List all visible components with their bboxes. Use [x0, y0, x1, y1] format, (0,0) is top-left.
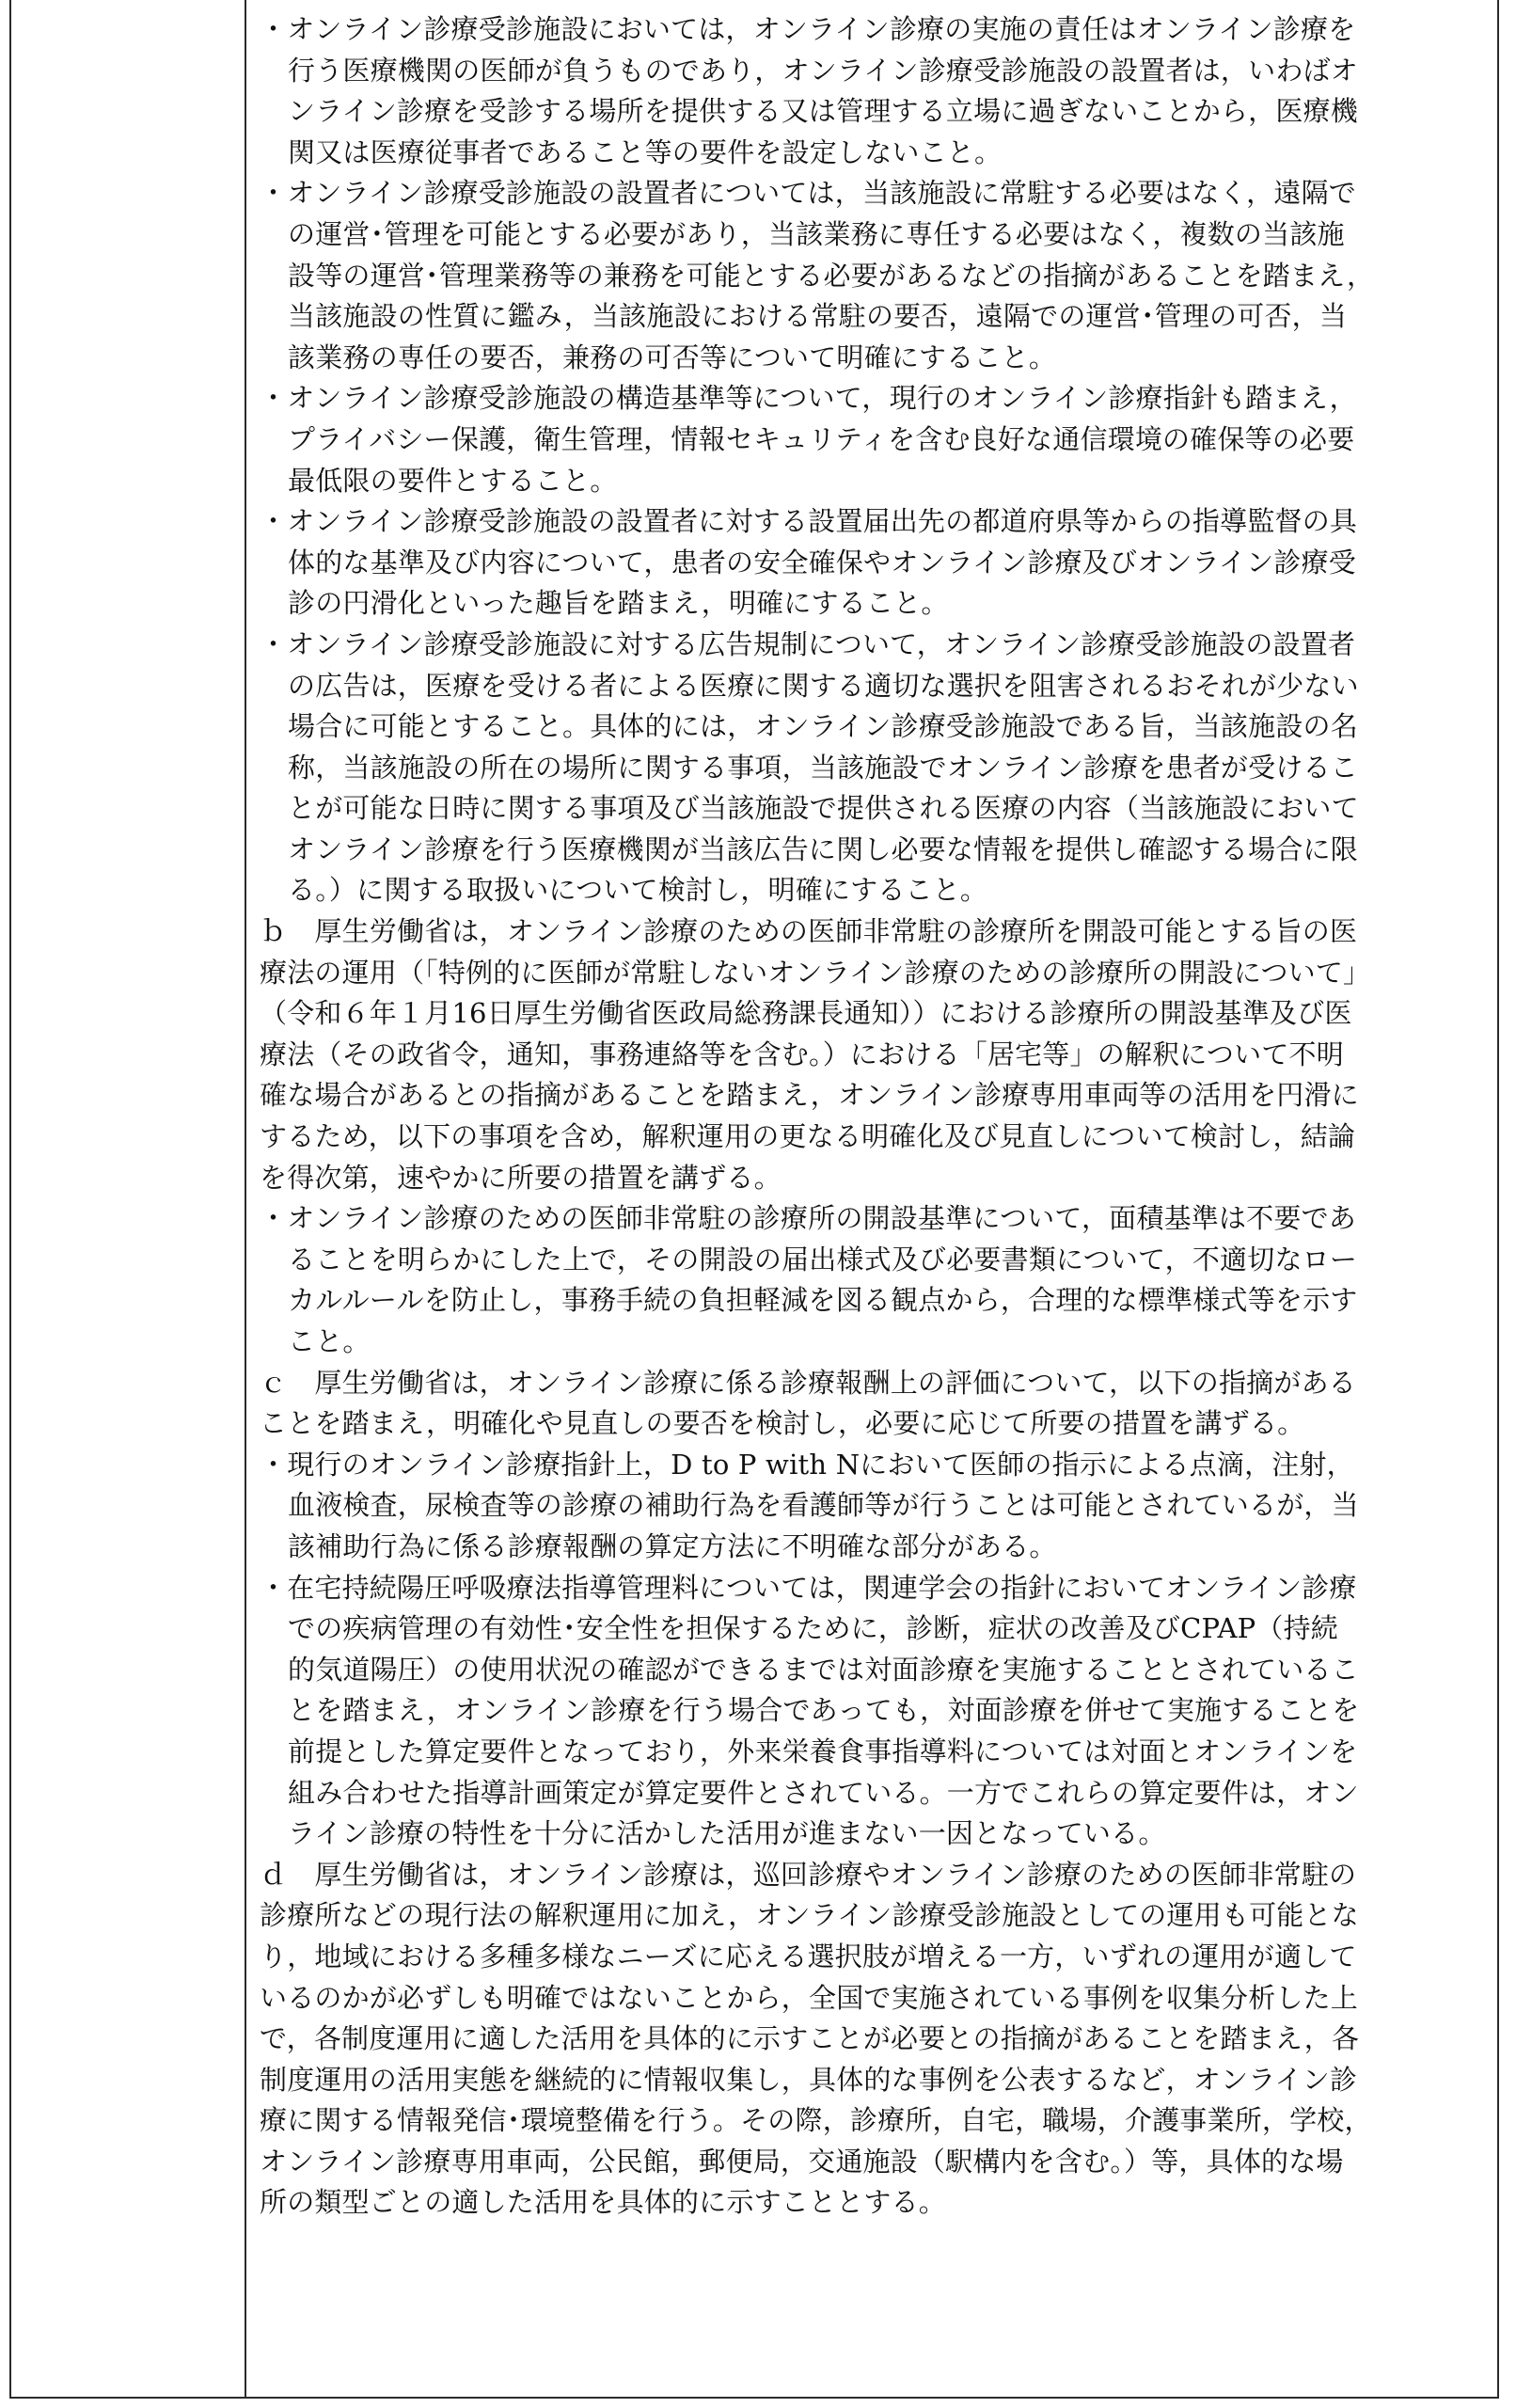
text-line: こと。 [288, 1325, 371, 1357]
text-line: ライン診療の特性を十分に活かした活用が進まない一因となっている。 [288, 1817, 1166, 1850]
text-line: プライバシー保護，衛生管理，情報セキュリティを含む良好な通信環境の確保等の必要 [288, 422, 1355, 455]
text-line: ｂ 厚生労働省は，オンライン診療のための医師非常駐の診療所を開設可能とする旨の医 [260, 915, 1358, 948]
text-line: ・オンライン診療受診施設においては，オンライン診療の実施の責任はオンライン診療を [260, 13, 1356, 45]
text-line: 血液検査，尿検査等の診療の補助行為を看護師等が行うことは可能とされているが，当 [288, 1489, 1359, 1522]
text-line: ることを明らかにした上で，その開設の届出様式及び必要書類について，不適切なロー [288, 1243, 1358, 1275]
text-line: 制度運用の活用実態を継続的に情報収集し，具体的な事例を公表するなど，オンライン診 [260, 2063, 1358, 2096]
text-line: 診の円滑化といった趣旨を踏まえ，明確にすること。 [288, 587, 949, 620]
text-line: 組み合わせた指導計画策定が算定要件とされている。一方でこれらの算定要件は，オン [288, 1776, 1359, 1809]
text-line: 確な場合があるとの指摘があることを踏まえ，オンライン診療専用車両等の活用を円滑に [260, 1079, 1359, 1112]
text-line: 関又は医療従事者であること等の要件を設定しないこと。 [288, 135, 1003, 168]
text-line: 療法の運用（「特例的に医師が常駐しないオンライン診療のための診療所の開設について」 [260, 956, 1371, 989]
text-line: 体的な基準及び内容について，患者の安全確保やオンライン診療及びオンライン診療受 [288, 546, 1356, 578]
text-line: ・オンライン診療受診施設の設置者に対する設置届出先の都道府県等からの指導監督の具 [260, 505, 1358, 538]
text-line: 前提とした算定要件となっており，外来栄養食事指導料については対面とオンラインを [288, 1735, 1358, 1767]
text-line: ・オンライン診療受診施設の構造基準等について，現行のオンライン診療指針も踏まえ， [260, 382, 1357, 415]
text-line: ことを踏まえ，明確化や見直しの要否を検討し，必要に応じて所要の措置を講ずる。 [260, 1407, 1305, 1440]
text-line: ・オンライン診療のための医師非常駐の診療所の開設基準について，面積基準は不要であ [260, 1202, 1356, 1235]
text-line: 的気道陽圧）の使用状況の確認ができるまでは対面診療を実施することとされているこ [288, 1653, 1359, 1686]
text-line: 行う医療機関の医師が負うものであり，オンライン診療受診施設の設置者は，いわばオ [288, 54, 1358, 87]
text-line: を得次第，速やかに所要の措置を講ずる。 [260, 1161, 782, 1194]
text-line: で，各制度運用に適した活用を具体的に示すことが必要との指摘があることを踏まえ，各 [260, 2022, 1360, 2055]
text-line: る。）に関する取扱いについて検討し，明確にすること。 [288, 874, 988, 907]
text-line: ・現行のオンライン診療指針上，D to P with Nにおいて医師の指示による点滴，注射， [260, 1448, 1354, 1481]
text-line: 場合に可能とすること。具体的には，オンライン診療受診施設である旨，当該施設の名 [288, 710, 1358, 743]
text-line: 診療所などの現行法の解釈運用に加え，オンライン診療受診施設としての運用も可能とな [260, 1899, 1359, 1932]
left-column-cell [11, 0, 245, 2397]
text-line: とを踏まえ，オンライン診療を行う場合であっても，対面診療を併せて実施することを [288, 1694, 1360, 1727]
column-divider [245, 0, 246, 2397]
text-line: するため，以下の事項を含め，解釈運用の更なる明確化及び見直しについて検討し，結論 [260, 1120, 1356, 1153]
text-line: 該補助行為に係る診療報酬の算定方法に不明確な部分がある。 [288, 1529, 1057, 1562]
document-body [260, 9, 1482, 2224]
text-line: 療に関する情報発信･環境整備を行う。その際，診療所，自宅，職場，介護事業所，学校， [260, 2104, 1372, 2137]
text-line: 設等の運営･管理業務等の兼務を可能とする必要があるなどの指摘があることを踏まえ， [288, 259, 1375, 292]
text-line: 称，当該施設の所在の場所に関する事項，当該施設でオンライン診療を患者が受けるこ [288, 751, 1358, 784]
text-line: 該業務の専任の要否，兼務の可否等について明確にすること。 [288, 341, 1057, 373]
text-line: カルルールを防止し，事務手続の負担軽減を図る観点から，合理的な標準様式等を示す [288, 1284, 1358, 1317]
text-line: いるのかが必ずしも明確ではないことから，全国で実施されている事例を収集分析した上 [260, 1981, 1359, 2014]
text-line: ・オンライン診療受診施設に対する広告規制について，オンライン診療受診施設の設置者 [260, 627, 1356, 660]
text-line: ｄ 厚生労働省は，オンライン診療は，巡回診療やオンライン診療のための医師非常駐の [260, 1858, 1357, 1891]
text-line: ・在宅持続陽圧呼吸療法指導管理料については，関連学会の指針においてオンライン診療 [260, 1571, 1357, 1604]
text-line: り，地域における多種多様なニーズに応える選択肢が増える一方，いずれの運用が適して [260, 1940, 1357, 1972]
text-line: 最低限の要件とすること。 [288, 464, 618, 497]
text-line: の広告は，医療を受ける者による医療に関する適切な選択を阻害されるおそれが少ない [288, 669, 1359, 702]
text-line: ンライン診療を受診する場所を提供する又は管理する立場に過ぎないことから，医療機 [288, 95, 1358, 128]
text-line: 所の類型ごとの適した活用を具体的に示すこととする。 [260, 2186, 947, 2219]
text-line: ｃ 厚生労働省は，オンライン診療に係る診療報酬上の評価について，以下の指摘がある [260, 1366, 1356, 1399]
text-line: （令和６年１月16日厚生労働省医政局総務課長通知））における診療所の開設基準及び医 [260, 997, 1352, 1030]
text-line: の運営･管理を可能とする必要があり，当該業務に専任する必要はなく，複数の当該施 [288, 217, 1345, 250]
text-line: 当該施設の性質に鑑み，当該施設における常駐の要否，遠隔での運営･管理の可否，当 [288, 300, 1348, 333]
text-line: とが可能な日時に関する事項及び当該施設で提供される医療の内容（当該施設において [288, 792, 1359, 825]
text-line: での疾病管理の有効性･安全性を担保するために，診断，症状の改善及びCPAP（持続 [288, 1612, 1338, 1645]
text-line: ・オンライン診療受診施設の設置者については，当該施設に常駐する必要はなく，遠隔で [260, 177, 1356, 210]
text-line: 療法（その政省令，通知，事務連絡等を含む。）における「居宅等」の解釈について不明 [260, 1038, 1344, 1070]
text-line: オンライン診療を行う医療機関が当該広告に関し必要な情報を提供し確認する場合に限 [288, 832, 1358, 865]
text-line: オンライン診療専用車両，公民館，郵便局，交通施設（駅構内を含む。）等，具体的な場 [260, 2145, 1344, 2178]
